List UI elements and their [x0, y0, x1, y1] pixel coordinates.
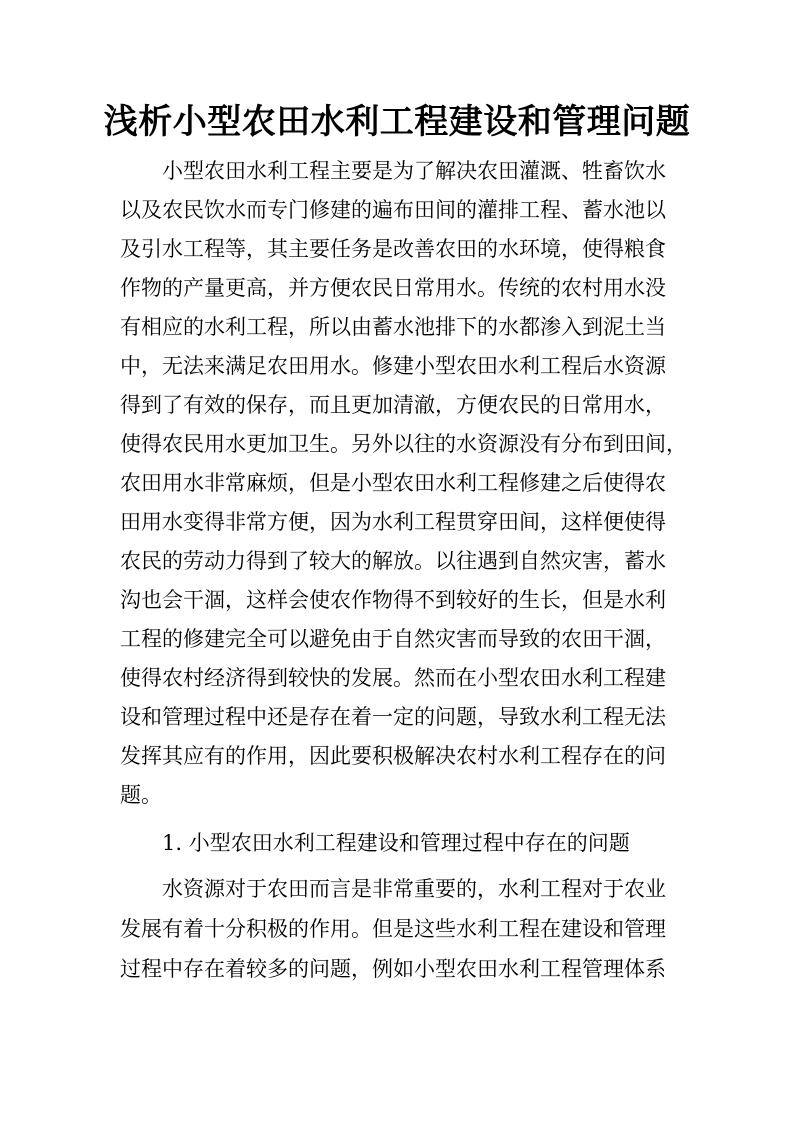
- paragraph-line: 得到了有效的保存，而且更加清澈，方便农民的日常用水，: [120, 393, 666, 417]
- document-title: 浅析小型农田水利工程建设和管理问题: [103, 102, 691, 142]
- section-heading: 1. 小型农田水利工程建设和管理过程中存在的问题: [162, 831, 630, 855]
- paragraph-line: 作物的产量更高，并方便农民日常用水。传统的农村用水没: [120, 276, 666, 300]
- paragraph-line: 以及农民饮水而专门修建的遍布田间的灌排工程、蓄水池以: [120, 198, 666, 222]
- paragraph-line: 过程中存在着较多的问题，例如小型农田水利工程管理体系: [120, 957, 666, 981]
- paragraph-line: 设和管理过程中还是存在着一定的问题，导致水利工程无法: [120, 705, 666, 729]
- paragraph-line: 小型农田水利工程主要是为了解决农田灌溉、牲畜饮水: [162, 159, 666, 183]
- paragraph-line: 农民的劳动力得到了较大的解放。以往遇到自然灾害，蓄水: [120, 549, 666, 573]
- paragraph-line: 发挥其应有的作用，因此要积极解决农村水利工程存在的问: [120, 744, 666, 768]
- paragraph-line: 有相应的水利工程，所以由蓄水池排下的水都渗入到泥土当: [120, 315, 666, 339]
- paragraph-line: 发展有着十分积极的作用。但是这些水利工程在建设和管理: [120, 917, 666, 941]
- paragraph-line: 使得农村经济得到较快的发展。然而在小型农田水利工程建: [120, 666, 666, 690]
- paragraph-line: 题。: [120, 783, 162, 807]
- paragraph-line: 农田用水非常麻烦，但是小型农田水利工程修建之后使得农: [120, 471, 666, 495]
- paragraph-line: 及引水工程等，其主要任务是改善农田的水环境，使得粮食: [120, 237, 666, 261]
- paragraph-line: 使得农民用水更加卫生。另外以往的水资源没有分布到田间，: [120, 432, 687, 456]
- paragraph-line: 沟也会干涸，这样会使农作物得不到较好的生长，但是水利: [120, 588, 666, 612]
- paragraph-line: 工程的修建完全可以避免由于自然灾害而导致的农田干涸，: [120, 627, 666, 651]
- paragraph-line: 中，无法来满足农田用水。修建小型农田水利工程后水资源: [120, 354, 666, 378]
- paragraph-line: 田用水变得非常方便，因为水利工程贯穿田间，这样便使得: [120, 510, 666, 534]
- paragraph-line: 水资源对于农田而言是非常重要的，水利工程对于农业: [162, 877, 666, 901]
